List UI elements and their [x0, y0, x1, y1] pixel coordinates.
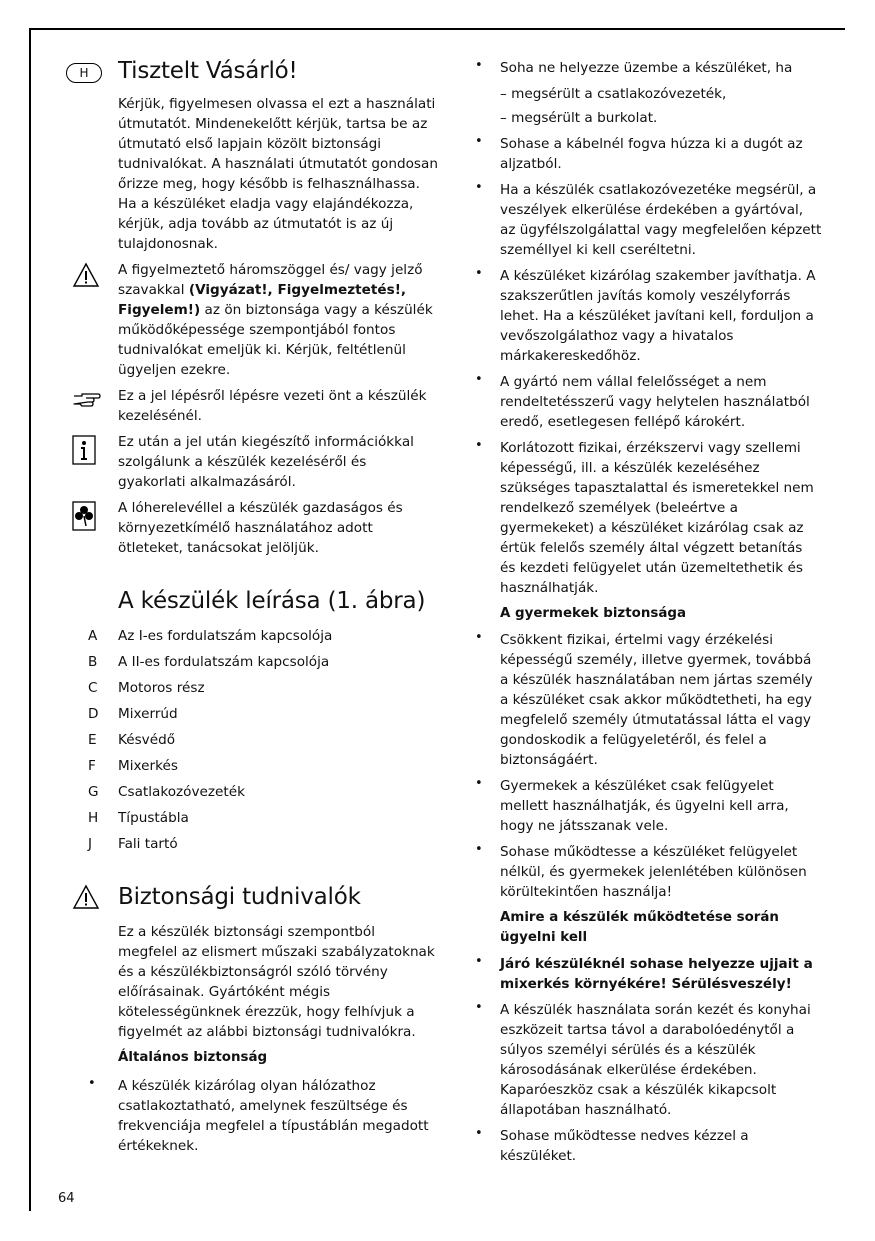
bullet-icon: •: [475, 842, 483, 857]
bullet-text: A készülék használata során kezét és konyhai eszközeit tartsa távol a darabolóedénytől a súlyos személyi sérülés és a készülék károsodásának elkerülése érdekében. Kaparóeszköz csak a készülék kikapcsolt állapotában használható.: [500, 1002, 811, 1118]
damage-item: – megsérült a burkolat.: [500, 110, 658, 126]
right-column: [470, 56, 822, 1166]
list-item: [470, 1000, 822, 1120]
part-letter: E: [88, 732, 97, 748]
operation-heading: Amire a készülék működtetése során ügyelni kell: [500, 910, 779, 945]
note-info-text: Ez után a jel után kiegészítő információkkal szolgálunk a készülék kezeléséről és gyakorlati alkalmazásáról.: [118, 434, 414, 490]
parts-list-item: [60, 730, 438, 756]
bullet-text: A gyártó nem vállal felelősséget a nem rendeltetésszerű vagy helytelen használatból eredő, esetlegesen fellépő károkért.: [500, 374, 810, 430]
bullet-icon: •: [475, 1000, 483, 1015]
list-item: [470, 180, 822, 260]
bullet-text: Járó készüléknél sohase helyezze ujjait a mixerkés környékére! Sérülésveszély!: [500, 956, 813, 992]
intro-title: Tisztelt Vásárló!: [118, 58, 298, 84]
description-heading-row: [60, 586, 438, 616]
part-letter: B: [88, 654, 98, 670]
bullet-icon: •: [475, 134, 483, 149]
list-item: [470, 776, 822, 836]
list-item: [470, 266, 822, 366]
warning-triangle-icon: [72, 262, 100, 288]
intro-paragraph: Kérjük, figyelmesen olvassa el ezt a használati útmutatót. Mindenekelőtt kérjük, tartsa be az útmutató első lapjain közölt biztonsági tudnivalókat. A használati útmutatót gondosan őrizze meg, hogy később is felhasználhassa. Ha a készüléket eladja vagy elajándékozza, kérjük, adja tovább az útmutatót is az új tulajdonosnak.: [118, 96, 438, 252]
part-label: Mixerrúd: [118, 706, 178, 722]
intro-heading-row: [60, 56, 438, 86]
parts-list-item: [60, 678, 438, 704]
part-letter: J: [88, 836, 93, 852]
bullet-text: Csökkent fizikai, értelmi vagy érzékelési képességű személy, illetve gyermek, továbbá a készülék használatában nem jártas személy a készüléket csak akkor működtetheti, ha egy megfelelő személy útmutatással látta el vagy gondoskodik a felügyeletéről, és felel a biztonságáért.: [500, 632, 813, 768]
parts-list-item: [60, 652, 438, 678]
parts-list-item: [60, 834, 438, 860]
bullet-icon: •: [475, 1126, 483, 1141]
part-letter: F: [88, 758, 96, 774]
list-item: [60, 1076, 438, 1156]
note-warning-text: A figyelmeztető háromszöggel és/ vagy jelző szavakkal (Vigyázat!, Figyelmeztetés!, Figyelem!) az ön biztonsága vagy a készülék működőképessége szempontjából fontos tudnivalókat emeljük ki. Kérjük, feltétlenül ügyeljen ezekre.: [118, 262, 433, 378]
part-label: Mixerkés: [118, 758, 178, 774]
list-item: [470, 438, 822, 598]
part-label: Fali tartó: [118, 836, 178, 852]
damage-item: – megsérült a csatlakozóvezeték,: [500, 86, 727, 102]
general-safety-bullet: A készülék kizárólag olyan hálózathoz csatlakoztatható, amelynek feszültsége és frekvenciája megfelel a típustáblán megadott értékeknek.: [118, 1078, 429, 1154]
note-step: [60, 386, 438, 426]
part-label: Csatlakozóvezeték: [118, 784, 245, 800]
note-warning: [60, 260, 438, 380]
safety-title: Biztonsági tudnivalók: [118, 884, 361, 910]
part-letter: C: [88, 680, 98, 696]
bullet-text: Korlátozott fizikai, érzékszervi vagy szellemi képességű, ill. a készülék kezeléséhez szükséges tapasztalattal és ismeretekkel nem rendelkező személyek (beleértve a gyermekeket) a készüléket kizárólag csak az értük felelős személy által végzett betanítás és kezdeti felügyelet után üzemeltethetik és használhatják.: [500, 440, 814, 596]
part-label: A II-es fordulatszám kapcsolója: [118, 654, 330, 670]
bullet-icon: •: [475, 954, 483, 969]
left-column: [60, 56, 438, 1156]
bullet-icon: •: [475, 630, 483, 645]
parts-list-item: [60, 782, 438, 808]
part-letter: D: [88, 706, 99, 722]
list-item: [470, 372, 822, 432]
note-info: [60, 432, 438, 492]
list-item: [470, 1126, 822, 1166]
frame-left-rule: [29, 28, 31, 1211]
list-item: [470, 630, 822, 770]
parts-list-item: [60, 704, 438, 730]
part-letter: A: [88, 628, 98, 644]
parts-list-item: [60, 756, 438, 782]
bullet-icon: •: [475, 58, 483, 73]
list-item: [470, 58, 822, 78]
bullet-text: Sohase működtesse a készüléket felügyelet nélkül, és gyermekek jelenlétében különösen körültekintően használja!: [500, 844, 807, 900]
bullet-text: Gyermekek a készüléket csak felügyelet mellett használhatják, és ügyelni kell arra, hogy ne játsszanak vele.: [500, 778, 789, 834]
warning-triangle-icon: [72, 884, 100, 910]
language-badge: H: [66, 63, 102, 83]
bullet-text: Sohase működtesse nedves kézzel a készüléket.: [500, 1128, 749, 1164]
bullet-text: Ha a készülék csatlakozóvezetéke megsérül, a veszélyek elkerülése érdekében a gyártóval, az ügyfélszolgálattal vagy megfelelően képzett személlyel ki kell cseréltetni.: [500, 182, 822, 258]
part-label: Motoros rész: [118, 680, 205, 696]
safety-intro: Ez a készülék biztonsági szempontból megfelel az elismert műszaki szabályzatoknak és a készülékbiztonságról szóló törvény előírásainak. Gyártóként mégis kötelességünknek érezzük, hogy felhívjuk a figyelmét az alábbi biztonsági tudnivalókra.: [118, 924, 435, 1040]
part-label: Késvédő: [118, 732, 176, 748]
bullet-icon: •: [475, 776, 483, 791]
frame-top-rule: [29, 28, 845, 30]
bullet-icon: •: [475, 372, 483, 387]
safety-heading-row: [60, 882, 438, 912]
parts-list: [60, 626, 438, 860]
part-label: Az I-es fordulatszám kapcsolója: [118, 628, 333, 644]
description-title: A készülék leírása (1. ábra): [118, 588, 426, 614]
part-letter: H: [88, 810, 99, 826]
children-safety-heading: A gyermekek biztonsága: [500, 606, 686, 621]
parts-list-item: [60, 808, 438, 834]
pointing-hand-icon: [72, 390, 102, 408]
bullet-icon: •: [475, 180, 483, 195]
part-label: Típustábla: [118, 810, 189, 826]
list-item: [470, 954, 822, 994]
list-item: [470, 134, 822, 174]
note-step-text: Ez a jel lépésről lépésre vezeti önt a készülék kezelésénél.: [118, 388, 427, 424]
bullet-icon: •: [475, 266, 483, 281]
parts-list-item: [60, 626, 438, 652]
page-number: 64: [58, 1191, 75, 1206]
bullet-icon: •: [475, 438, 483, 453]
damage-bullet: Soha ne helyezze üzembe a készüléket, ha: [500, 60, 793, 76]
bullet-text: A készüléket kizárólag szakember javíthatja. A szakszerűtlen javítás komoly veszélyforrás lehet. Ha a készüléket javítani kell, forduljon a vevőszolgálathoz vagy a hivatalos márkakereskedőhöz.: [500, 268, 816, 364]
general-safety-heading: Általános biztonság: [118, 1050, 268, 1065]
note-eco-text: A lóherelevéllel a készülék gazdaságos és környezetkímélő használatához adott ötleteket, tanácsokat jelöljük.: [118, 500, 403, 556]
info-icon: [72, 435, 96, 465]
bullet-text: Sohase a kábelnél fogva húzza ki a dugót az aljzatból.: [500, 136, 803, 172]
note-eco: [60, 498, 438, 558]
bullet-icon: •: [88, 1076, 96, 1091]
part-letter: G: [88, 784, 99, 800]
cloverleaf-icon: [72, 501, 96, 531]
list-item: [470, 842, 822, 902]
